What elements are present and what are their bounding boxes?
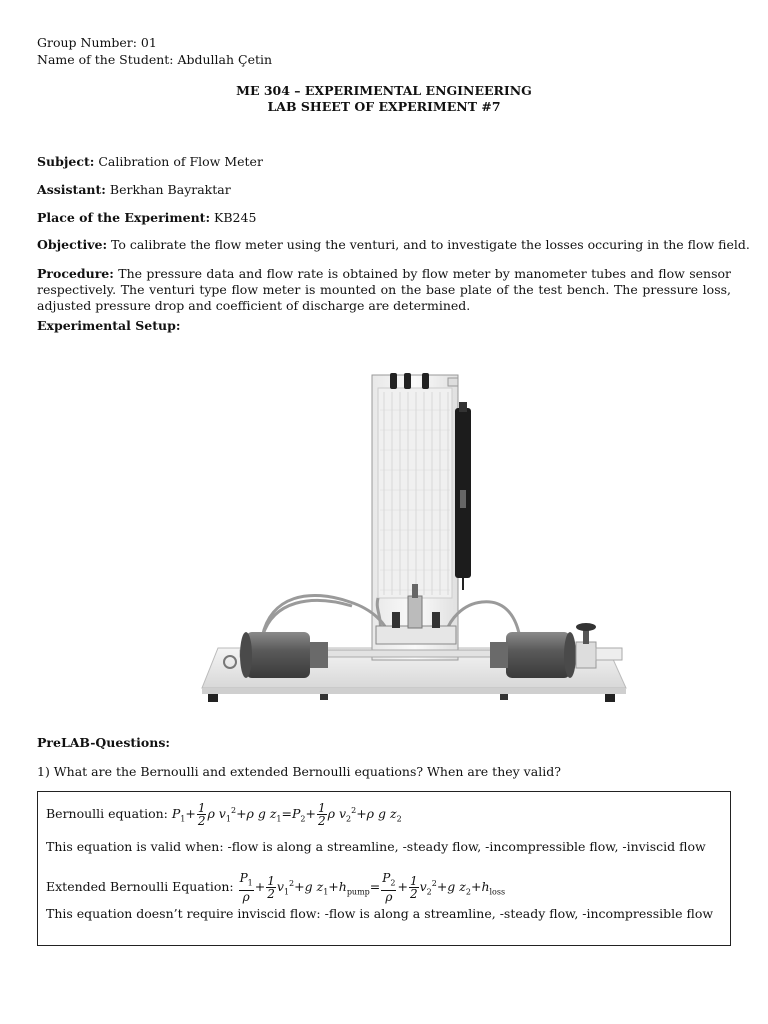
- prelab-heading: PreLAB-Questions:: [37, 735, 170, 750]
- student-name: Name of the Student: Abdullah Çetin: [37, 52, 273, 67]
- procedure-label: Procedure:: [37, 266, 114, 281]
- place-line: [37, 210, 256, 226]
- experimental-setup-image: [200, 370, 630, 710]
- subject-value: Calibration of Flow Meter: [94, 154, 263, 169]
- procedure-value: The pressure data and flow rate is obtained by flow meter by manometer tubes and flow sensor respectively. The venturi type flow meter is mounted on the base plate of the test bench. The pressure loss, adjusted pressure drop and coefficient of discharge are determined.: [37, 266, 731, 313]
- objective-value: To calibrate the flow meter using the venturi, and to investigate the losses occuring in the flow field.: [107, 237, 750, 252]
- assistant-value: Berkhan Bayraktar: [105, 182, 231, 197]
- extended-note: This equation doesn’t require inviscid flow: -flow is along a streamline, -steady flow, -incompressible flow: [46, 906, 714, 921]
- objective-label: Objective:: [37, 237, 108, 252]
- extended-label: Extended Bernoulli Equation:: [46, 879, 238, 895]
- question-1: 1) What are the Bernoulli and extended Bernoulli equations? When are they valid?: [37, 764, 561, 779]
- setup-heading: Experimental Setup:: [37, 318, 181, 333]
- flow-sensor: [455, 402, 471, 590]
- assistant-label: Assistant:: [37, 182, 106, 197]
- procedure-paragraph: [37, 266, 731, 314]
- group-number: Group Number: 01: [37, 35, 157, 50]
- extended-equation-line: [46, 870, 505, 907]
- validity-text: This equation is valid when: -flow is along a streamline, -steady flow, -incompressible flow, -inviscid flow: [46, 839, 706, 854]
- place-label: Place of the Experiment:: [37, 210, 211, 225]
- assistant-line: [37, 182, 231, 198]
- objective-line: [37, 237, 750, 253]
- bernoulli-equation: $P_1+$ $\frac{1}{2}$ ρ $v_1^2+\rho$ g $z_1=P_2+$ $\frac{1}{2}$ ρ $v_2^2+\rho$ g $z_2$: [171, 801, 402, 829]
- bernoulli-label: Bernoulli equation:: [46, 806, 172, 822]
- place-value: KB245: [210, 210, 257, 225]
- sheet-title: LAB SHEET OF EXPERIMENT #7: [267, 99, 501, 114]
- bernoulli-equation-line: [46, 800, 402, 831]
- subject-line: [37, 154, 263, 170]
- course-title: ME 304 – EXPERIMENTAL ENGINEERING: [236, 83, 532, 98]
- answer-box: [37, 791, 731, 946]
- extended-bernoulli-equation: $\frac{P_1}{\rho}$ + $\frac{1}{2}$ $v_1^2+g$ $z_1+h_{pump}=$ $\frac{P_2}{\rho}$ + $\frac{1}{2}$ $v_2^2+g$ $z_2+h_{loss}$: [239, 871, 506, 904]
- subject-label: Subject:: [37, 154, 95, 169]
